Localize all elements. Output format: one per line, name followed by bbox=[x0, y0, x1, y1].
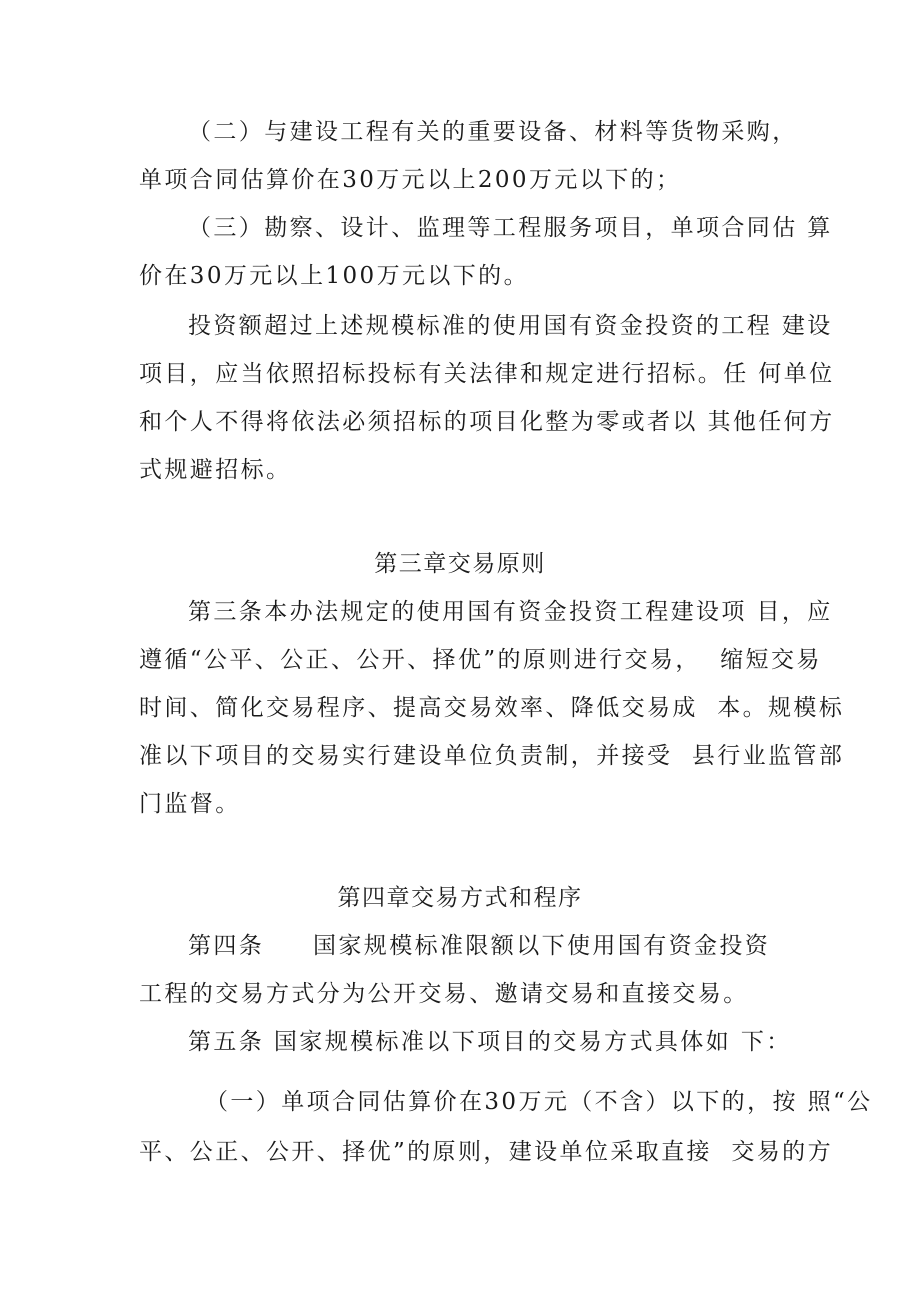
article-4-label: 第四条 bbox=[188, 933, 265, 959]
chapter-3-line-1: 第三条本办法规定的使用国有资金投资工程建设项 目，应 bbox=[188, 599, 833, 625]
chapter-3-line-5: 门监督。 bbox=[139, 791, 241, 817]
paragraph-3-line-4: 式规避招标。 bbox=[139, 457, 292, 483]
paragraph-3-line-3: 和个人不得将依法必须招标的项目化整为零或者以 其他任何方 bbox=[139, 409, 835, 435]
article-4-line-1: 国家规模标准限额以下使用国有资金投资 bbox=[313, 933, 771, 959]
paragraph-3-line-2: 项目，应当依照招标投标有关法律和规定进行招标。任 何单位 bbox=[139, 361, 835, 387]
chapter-3-line-3: 时间、简化交易程序、提高交易效率、降低交易成 本。规模标 bbox=[139, 695, 845, 721]
paragraph-1-line-2: 单项合同估算价在30万元以上200万元以下的； bbox=[139, 167, 682, 193]
chapter-3-line-2: 遵循“公平、公正、公开、择优”的原则进行交易， 缩短交易 bbox=[139, 647, 822, 673]
paragraph-2-line-1: （三）勘察、设计、监理等工程服务项目，单项合同估 算 bbox=[188, 215, 833, 241]
chapter-3-line-4: 准以下项目的交易实行建设单位负责制，并接受 县行业监管部 bbox=[139, 743, 845, 769]
item-1-line-1: （一）单项合同估算价在30万元（不含）以下的，按 照“公 bbox=[205, 1089, 873, 1115]
article-5-line-1: 第五条 国家规模标准以下项目的交易方式具体如 下： bbox=[188, 1029, 792, 1055]
paragraph-2-line-2: 价在30万元以上100万元以下的。 bbox=[139, 263, 529, 289]
chapter-4-title: 第四章交易方式和程序 bbox=[337, 885, 583, 911]
chapter-3-title: 第三章交易原则 bbox=[374, 551, 546, 577]
article-4-line-2: 工程的交易方式分为公开交易、邀请交易和直接交易。 bbox=[139, 981, 749, 1007]
paragraph-1-line-1: （二）与建设工程有关的重要设备、材料等货物采购， bbox=[188, 119, 798, 145]
item-1-line-2: 平、公正、公开、择优”的原则，建设单位采取直接 交易的方 bbox=[139, 1139, 833, 1165]
paragraph-3-line-1: 投资额超过上述规模标准的使用国有资金投资的工程 建设 bbox=[188, 313, 833, 339]
